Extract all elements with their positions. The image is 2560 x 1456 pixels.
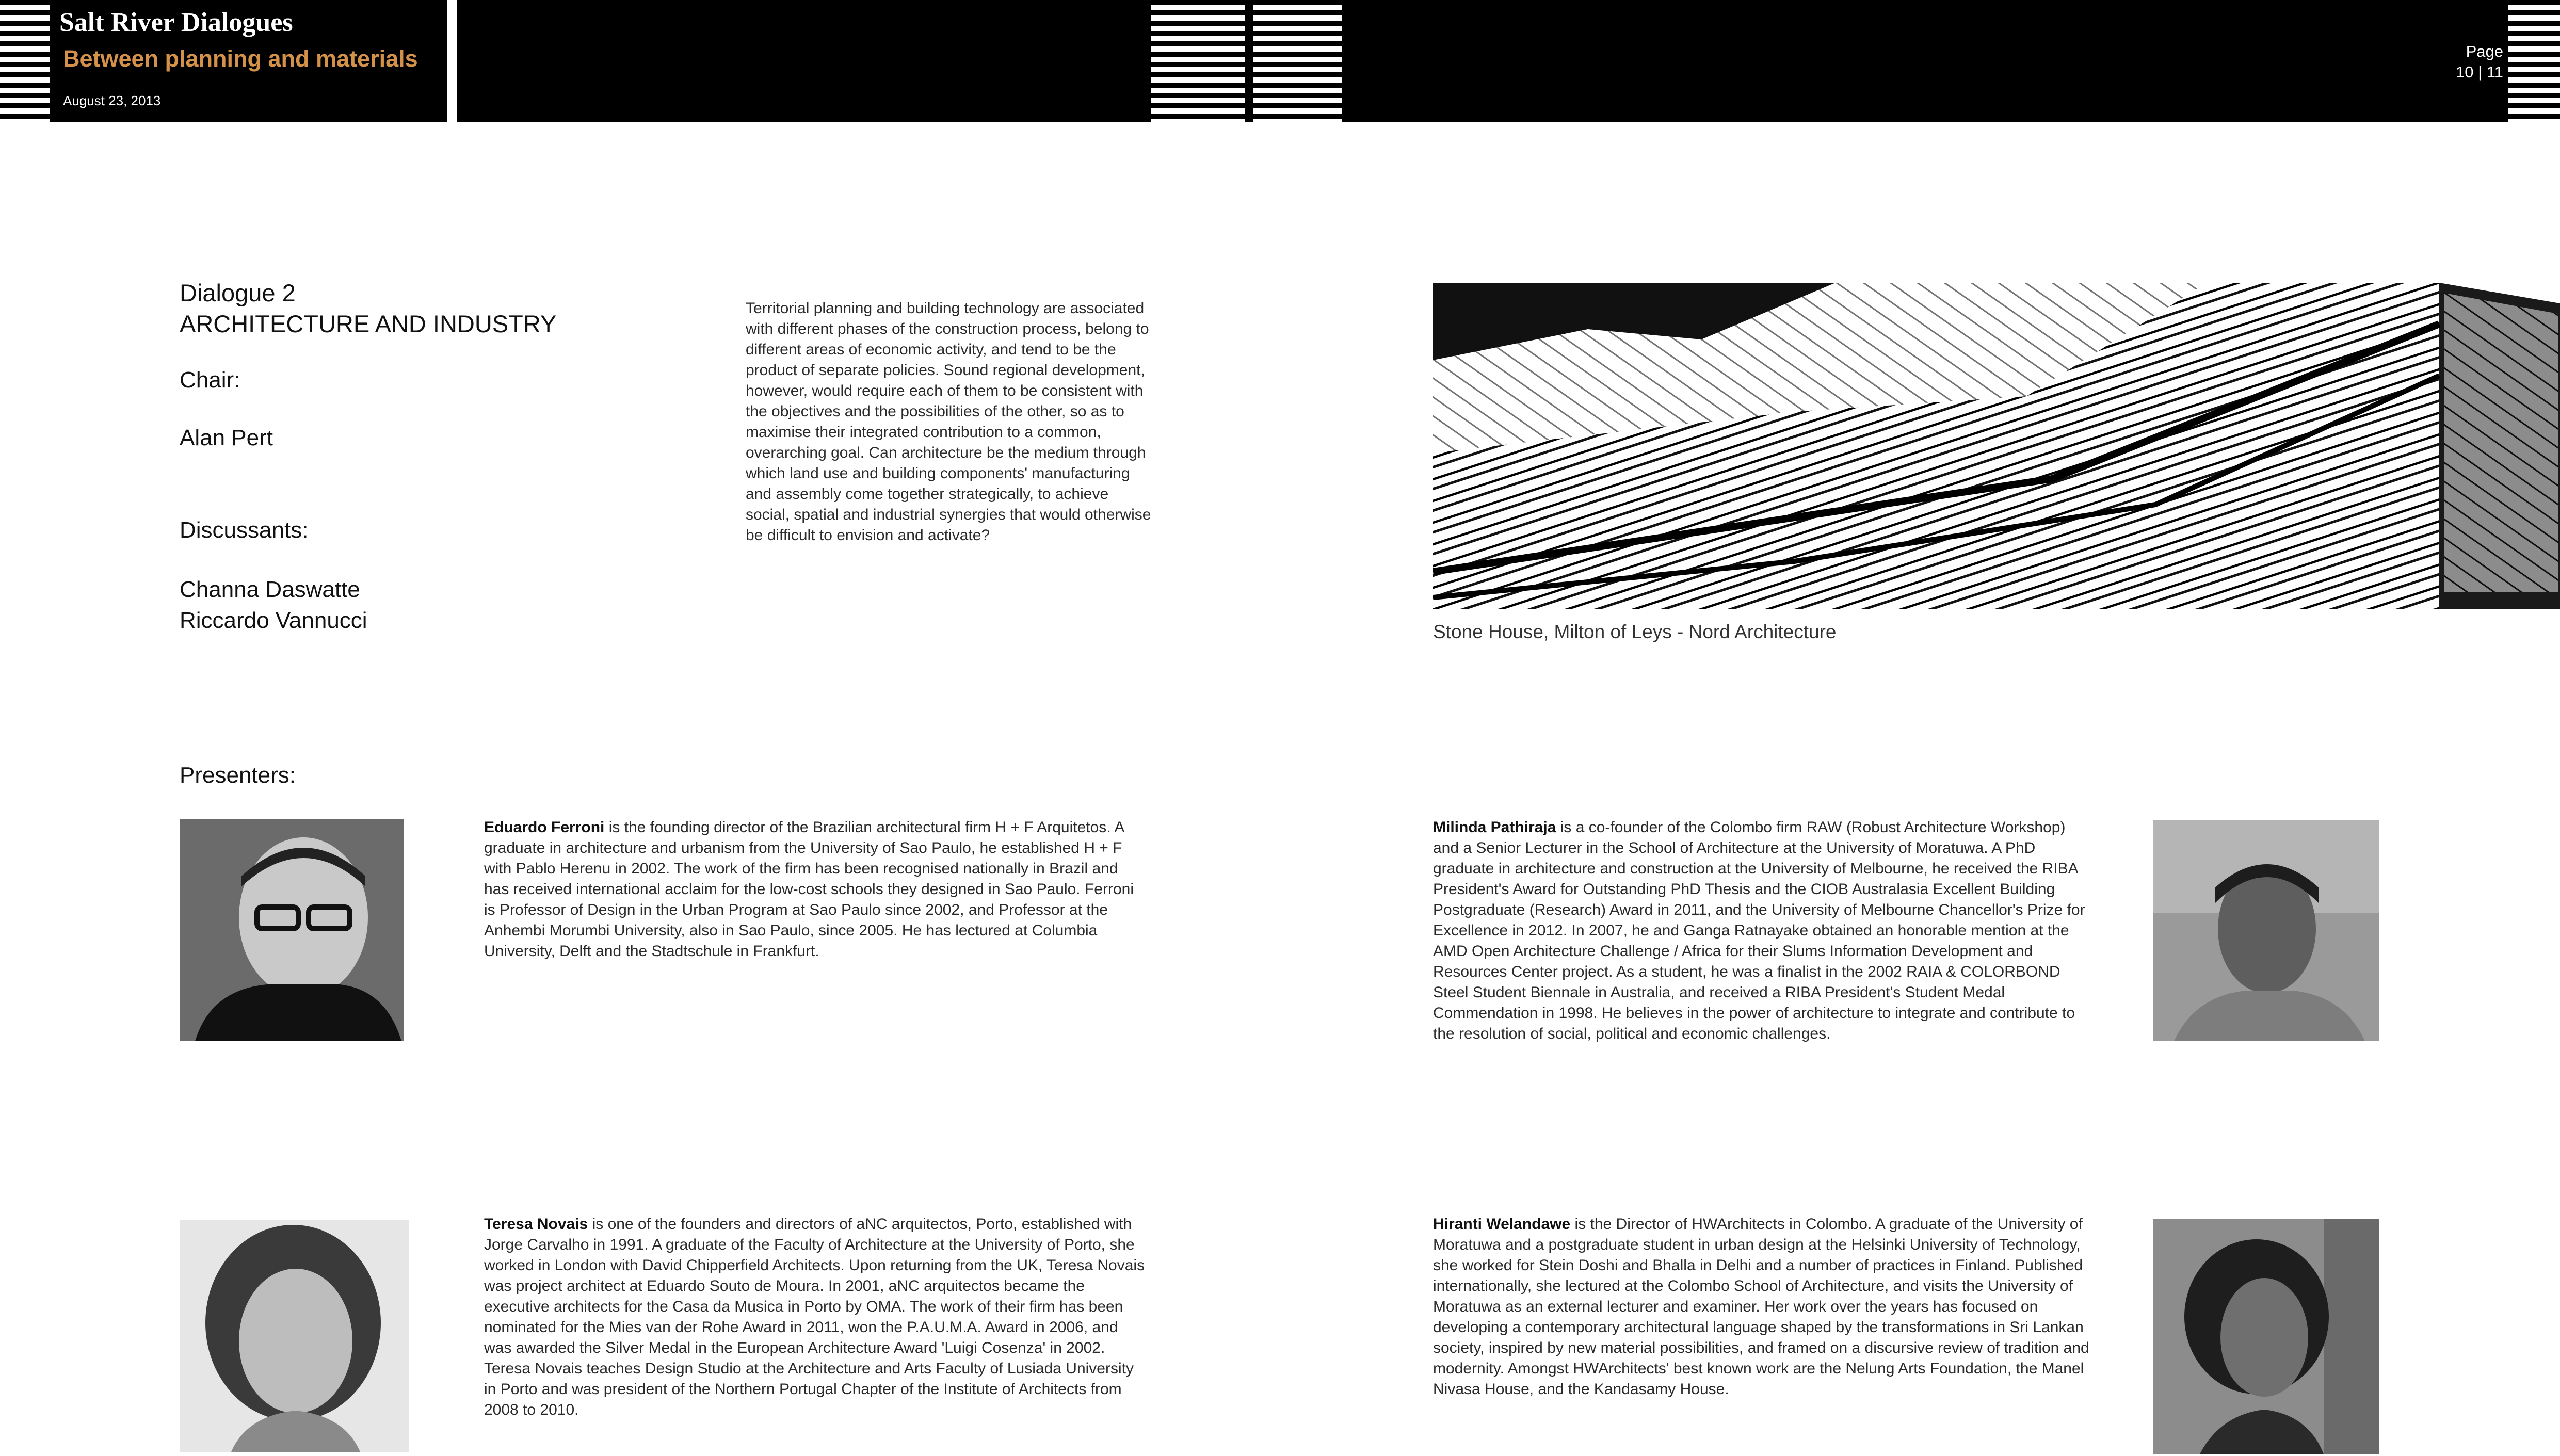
presenter-bio-milinda-pathiraja bbox=[1433, 817, 2094, 1044]
dialogue-number: Dialogue 2 bbox=[180, 279, 296, 306]
intro-paragraph: Territorial planning and building technology are associated with different phases of the construction process, belong to different areas of economic activity, and tend to be the product of separate policies. Sound regional development, however, would require each of them to be consistent with the objectives and the possibilities of the other, so as to maximise their integrated contribution to a common, overarching goal. Can architecture be the medium through which land use and building components' manufacturing and assembly come together strategically, to achieve social, spatial and industrial synergies that would otherwise be difficult to envision and activate? bbox=[746, 300, 1151, 544]
presenter-bio-eduardo-ferroni bbox=[484, 817, 1145, 962]
header-bar-right bbox=[1342, 0, 2508, 122]
publication-date: August 23, 2013 bbox=[63, 93, 161, 108]
discussant-1: Channa Daswatte bbox=[180, 577, 360, 602]
presenter-photo-hiranti-welandawe bbox=[2153, 1219, 2379, 1454]
presenter-text-hiranti-welandawe: is the Director of HWArchitects in Colombo. A graduate of the University of Moratuwa and a postgraduate student in urban design at the Helsinki University of Technology, she worked for Stein Doshi and Bhalla in Delhi and a number of practices in Finland. Published internationally, she lectured at the Colombo School of Architecture, and visits the University of Moratuwa as an external lecturer and examiner. Her work over the years has focused on developing a contemporary architectural language shaped by the transformations in Sri Lankan society, inspired by new material possibilities, and framed on a discursive review of tradition and modernity. Amongst HWArchitects' best known work are the Nelung Arts Foundation, the Manel Nivasa House, and the Kandasamy House. bbox=[1433, 1216, 2089, 1398]
dialogue-title: ARCHITECTURE AND INDUSTRY bbox=[180, 310, 557, 337]
stone-house-sketch bbox=[1433, 283, 2560, 609]
publication-title: Salt River Dialogues bbox=[59, 8, 293, 37]
presenters-label: Presenters: bbox=[180, 763, 296, 788]
image-caption: Stone House, Milton of Leys - Nord Architecture bbox=[1433, 621, 1837, 642]
presenter-photo-teresa-novais bbox=[180, 1220, 409, 1452]
dialogue-heading bbox=[180, 278, 556, 339]
page-number: 10 | 11 bbox=[2456, 63, 2503, 81]
presenter-name-teresa-novais: Teresa Novais bbox=[484, 1216, 588, 1233]
presenter-bio-teresa-novais bbox=[484, 1214, 1150, 1420]
presenter-bio-hiranti-welandawe bbox=[1433, 1214, 2094, 1400]
presenter-name-eduardo-ferroni: Eduardo Ferroni bbox=[484, 819, 605, 836]
page-label: Page bbox=[2466, 42, 2503, 60]
presenter-photo-milinda-pathiraja bbox=[2153, 820, 2379, 1041]
presenter-name-hiranti-welandawe: Hiranti Welandawe bbox=[1433, 1216, 1571, 1233]
page-indicator bbox=[2456, 41, 2503, 83]
discussant-2: Riccardo Vannucci bbox=[180, 608, 367, 633]
presenter-text-eduardo-ferroni: is the founding director of the Brazilian architectural firm H + F Arquitetos. A graduate in architecture and urbanism from the University of Sao Paulo, he established H + F with Pablo Herenu in 2002. The work of the firm has been recognised nationally in Brazil and has received international acclaim for the low-cost schools they designed in Sao Paulo. Ferroni is Professor of Design in the Urban Program at Sao Paulo since 2002, and Professor at the Anhembi Morumbi University, also in Sao Paulo, since 2005. He has lectured at Columbia University, Delft and the Stadtschule in Frankfurt. bbox=[484, 819, 1134, 960]
header-stripe-divider bbox=[1245, 0, 1253, 122]
presenter-text-teresa-novais: is one of the founders and directors of aNC arquitectos, Porto, established with Jorge Carvalho in 1991. A graduate of the Faculty of Architecture at the University of Porto, she worked in London with David Chipperfield Architects. Upon returning from the UK, Teresa Novais was project architect at Eduardo Souto de Moura. In 2001, aNC arquitectos became the executive architects for the Casa da Musica in Porto by OMA. The work of their firm has been nominated for the Mies van der Rohe Award in 2011, won the P.A.U.M.A. Award in 2006, and was awarded the Silver Medal in the European Architecture Award 'Luigi Cosenza' in 2002. Teresa Novais teaches Design Studio at the Architecture and Arts Faculty of Lusiada University in Porto and was president of the Northern Portugal Chapter of the Institute of Architects from 2008 to 2010. bbox=[484, 1216, 1145, 1418]
header-stripes-right bbox=[2508, 0, 2560, 122]
discussants-label: Discussants: bbox=[180, 517, 309, 543]
presenter-text-milinda-pathiraja: is a co-founder of the Colombo firm RAW (Robust Architecture Workshop) and a Senior Lecturer in the School of Architecture at the University of Moratuwa. A PhD graduate in architecture and construction at the University of Melbourne, he received the RIBA President's Award for Outstanding PhD Thesis and the CIOB Australasia Excellent Building Postgraduate (Research) Award in 2011, and the University of Melbourne Chancellor's Prize for Excellence in 2012. In 2007, he and Ganga Ratnayake obtained an honorable mention at the AMD Open Architecture Challenge / Africa for their Slums Information Development and Resources Center project. As a student, he was a finalist in the 2002 RAIA & COLORBOND Steel Student Biennale in Australia, and received a RIBA President's Student Medal Commendation in 1998. He believes in the power of architecture to integrate and contribute to the resolution of social, political and economic challenges. bbox=[1433, 819, 2085, 1042]
header-stripes-left bbox=[0, 0, 50, 122]
presenter-name-milinda-pathiraja: Milinda Pathiraja bbox=[1433, 819, 1556, 836]
sketch-illustration bbox=[1433, 283, 2560, 609]
chair-label: Chair: bbox=[180, 367, 240, 393]
presenter-photo-eduardo-ferroni bbox=[180, 819, 404, 1041]
publication-subtitle: Between planning and materials bbox=[63, 45, 418, 72]
chair-name: Alan Pert bbox=[180, 425, 273, 450]
header-bar-center bbox=[457, 0, 1151, 122]
